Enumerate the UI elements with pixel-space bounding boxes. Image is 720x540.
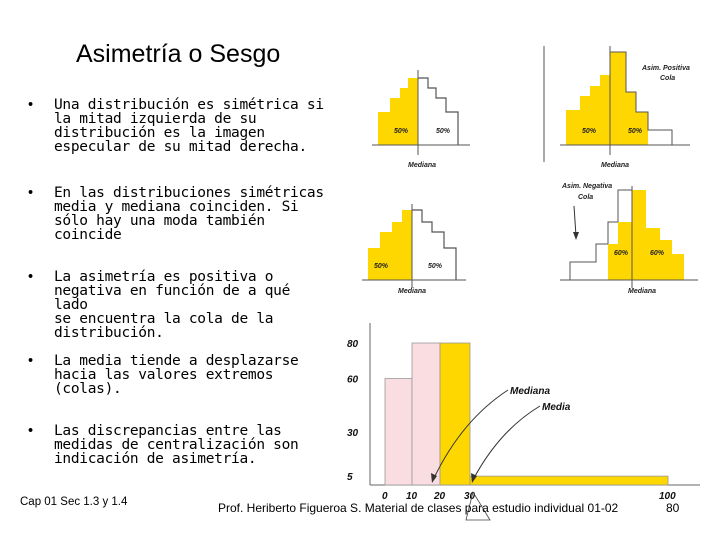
chart-bar — [440, 343, 470, 485]
right-percent: 50% — [428, 263, 443, 270]
bullet-line: (colas). — [54, 381, 122, 397]
median-caption: Mediana — [398, 288, 427, 295]
x-tick-label: 20 — [434, 491, 446, 502]
median-caption: Mediana — [408, 162, 437, 169]
bullet-line: media y mediana coinciden. Si — [54, 199, 299, 215]
symmetric-histogram-1 — [372, 70, 470, 169]
left-percent: 50% — [582, 128, 597, 135]
tail-label: Asim. Positiva — [642, 65, 690, 72]
media-label: Media — [542, 402, 571, 413]
bullet-line: sólo hay una moda también — [54, 213, 265, 229]
bullet-line: negativa en función de a qué lado — [54, 283, 291, 313]
media-arrow — [474, 406, 540, 478]
bullet-line: hacia las valores extremos — [54, 367, 274, 383]
chart-bar — [385, 379, 412, 486]
bullet-marker: • — [28, 353, 33, 369]
bullet-marker: • — [28, 97, 33, 113]
bullet-line: distribución. — [54, 325, 164, 341]
left-percent: 50% — [374, 263, 389, 270]
page-number: 80 — [666, 501, 680, 515]
bullet-line: se encuentra la cola de la — [54, 311, 274, 327]
footer-credit: Prof. Heriberto Figueroa S. Material de clases para estudio individual 01-02 — [218, 501, 619, 515]
tail-arrowhead — [573, 232, 579, 240]
x-tick-label: 30 — [464, 491, 476, 502]
left-percent: 50% — [394, 128, 409, 135]
bullet-line: distribución es la imagen — [54, 125, 265, 141]
tail-label: Cola — [660, 75, 676, 82]
bullet-line: Una distribución es simétrica si — [54, 97, 324, 113]
y-tick-label: 60 — [347, 374, 359, 386]
footer-chapter: Cap 01 Sec 1.3 y 1.4 — [20, 496, 128, 508]
x-tick-label: 0 — [382, 491, 388, 502]
tail-arrow — [574, 206, 576, 236]
bullet-line: En las distribuciones simétricas — [54, 185, 324, 201]
median-caption: Mediana — [601, 162, 630, 169]
right-percent: 60% — [650, 250, 665, 257]
positive-skew-histogram — [544, 46, 690, 169]
mediana-label: Mediana — [510, 386, 551, 397]
x-tick-label: 10 — [406, 491, 418, 502]
x-tick-label: 100 — [659, 491, 676, 502]
tail-label: Asim. Negativa — [562, 183, 613, 190]
bullet-line: medidas de centralización son — [54, 437, 299, 453]
bullet-line: Las discrepancias entre las — [54, 423, 282, 439]
bullet-marker: • — [28, 185, 33, 201]
page-title: Asimetría o Sesgo — [76, 40, 281, 68]
bullet-line: La media tiende a desplazarse — [54, 353, 299, 369]
right-percent: 50% — [628, 128, 643, 135]
chart-bar — [470, 476, 668, 485]
bullet-marker: • — [28, 423, 33, 439]
y-tick-label: 30 — [347, 427, 359, 439]
right-half-fill — [632, 190, 684, 280]
bullet-line: la mitad izquierda de su — [54, 111, 257, 127]
symmetric-histogram-2 — [362, 204, 466, 295]
bullet-line: indicación de asimetría. — [54, 451, 257, 467]
negative-skew-histogram — [560, 183, 698, 295]
bullet-marker: • — [28, 269, 33, 285]
bullet-line: especular de su mitad derecha. — [54, 139, 307, 155]
bullet-line: coincide — [54, 227, 122, 243]
y-tick-label: 80 — [347, 339, 359, 350]
y-tick-label: 5 — [347, 472, 353, 484]
skew-bar-chart — [347, 323, 700, 520]
median-caption: Mediana — [628, 288, 657, 295]
tail-label: Cola — [578, 194, 594, 201]
chart-bar — [412, 343, 440, 485]
left-percent: 60% — [614, 250, 629, 257]
right-percent: 50% — [436, 128, 451, 135]
bullet-line: La asimetría es positiva o — [54, 269, 274, 285]
